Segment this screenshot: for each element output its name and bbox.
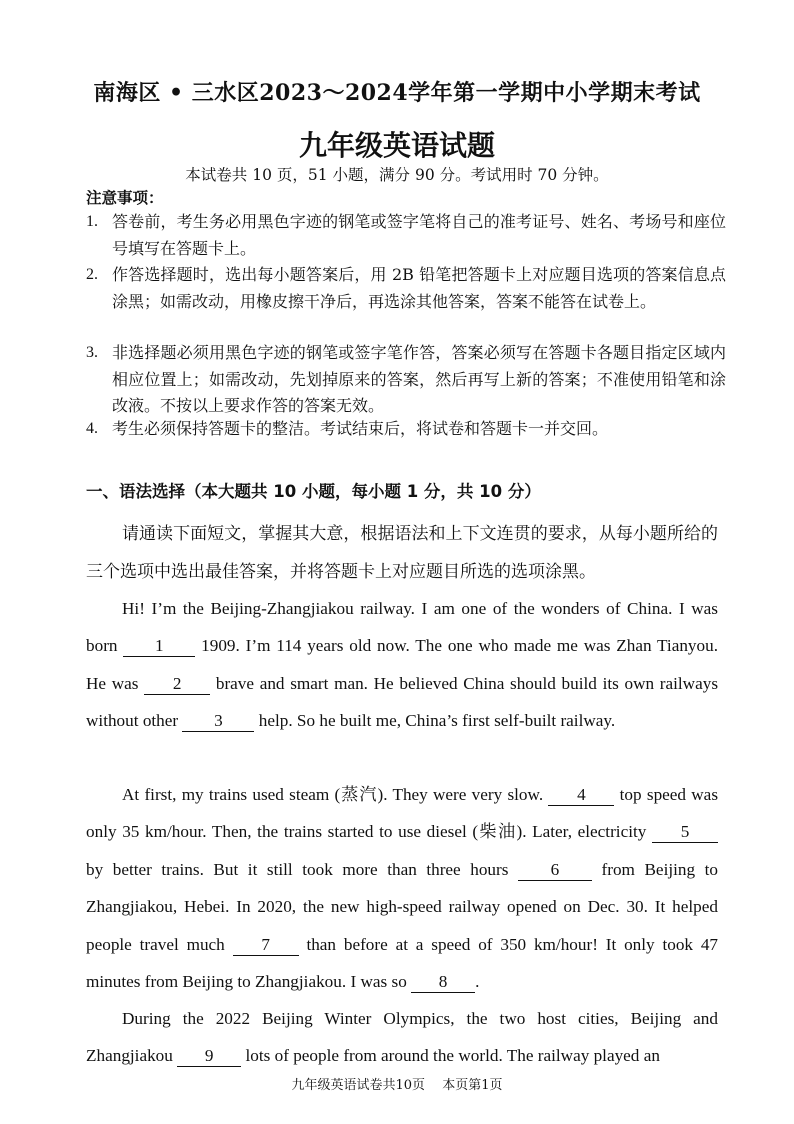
passage-text: .	[475, 972, 480, 992]
passage-paragraph-1	[86, 590, 718, 740]
answer-blank-1: 1	[123, 636, 195, 657]
note-text: 作答选择题时，选出每小题答案后，用 2B 铅笔把答题卡上对应题目选项的答案信息点涂黑；如需改动，用橡皮擦干净后，再选涂其他答案，答案不能答在试卷上。	[112, 265, 726, 311]
answer-blank-4: 4	[548, 785, 614, 806]
answer-blank-9: 9	[177, 1046, 241, 1067]
answer-blank-7: 7	[233, 935, 299, 956]
section-instructions: 请通读下面短文，掌握其大意，根据语法和上下文连贯的要求，从每小题所给的三个选项中选出最佳答案，并将答题卡上对应题目所选的选项涂黑。	[86, 524, 718, 582]
answer-blank-3: 3	[182, 711, 254, 732]
exam-title: 南海区 • 三水区2023～2024学年第一学期中小学期末考试	[93, 80, 701, 106]
answer-blank-2: 2	[144, 674, 210, 695]
note-number: 1.	[86, 213, 98, 230]
passage-paragraph-2	[86, 776, 718, 1000]
note-text: 考生必须保持答题卡的整洁。考试结束后，将试卷和答题卡一并交回。	[112, 419, 609, 438]
passage-text: lots of people from around the world. The railway played an	[245, 1046, 660, 1066]
passage-paragraph-3	[86, 1000, 718, 1075]
passage-text: Hi! I’m the Beijing-Zhangjiakou railway. I am one of the wonders of China. I was born	[86, 599, 718, 656]
passage-text: help. So he built me, China’s first self-built railway.	[258, 711, 616, 731]
exam-subtitle: 九年级英语试题	[298, 129, 495, 162]
note-text: 答卷前，考生务必用黑色字迹的钢笔或签字笔将自己的准考证号、姓名、考场号和座位号填写在答题卡上。	[112, 212, 726, 258]
notes-heading: 注意事项：	[86, 188, 164, 207]
section-heading: 一、语法选择（本大题共 10 小题，每小题 1 分，共 10 分）	[86, 482, 541, 501]
answer-blank-5: 5	[652, 822, 718, 843]
note-item	[86, 262, 726, 315]
passage-text: by better trains. But it still took more than three hours	[86, 859, 509, 879]
answer-blank-8: 8	[411, 972, 475, 993]
passage-text: At first, my trains used steam (蒸汽). They were very slow.	[122, 785, 544, 804]
passage-text: 1909. I’m 114 years old now. The one who made me was Zhan Tianyou. He was	[86, 636, 719, 693]
passage-text: than before at a speed of 350 km/hour! It only took 47 minutes from Beijing to Zhangjiakou. I was so	[86, 934, 719, 992]
answer-blank-6: 6	[518, 860, 592, 881]
note-item	[86, 340, 726, 420]
passage-text: top speed was only 35 km/hour. Then, the trains started to use diesel (柴油). Later, electricity	[86, 785, 719, 842]
note-number: 3.	[86, 344, 98, 361]
passage-text: from Beijing to Zhangjiakou, Hebei. In 2020, the new high-speed railway opened on Dec. 30. It helped people travel much	[86, 859, 718, 954]
note-item	[86, 416, 726, 443]
note-number: 4.	[86, 420, 98, 437]
note-number: 2.	[86, 266, 98, 283]
passage-text: brave and smart man. He believed China should build its own railways without other	[86, 673, 719, 731]
page-footer: 九年级英语试卷共10页 本页第1页	[291, 1078, 503, 1093]
note-text: 非选择题必须用黑色字迹的钢笔或签字笔作答，答案必须写在答题卡各题目指定区域内相应位置上；如需改动，先划掉原来的答案，然后再写上新的答案；不准使用铅笔和涂改液。不按以上要求作答的答案无效。	[112, 343, 726, 415]
passage-text: During the 2022 Beijing Winter Olympics, the two host cities, Beijing and Zhangjiakou	[86, 1009, 718, 1066]
note-item	[86, 209, 726, 262]
exam-info: 本试卷共 10 页，51 小题，满分 90 分。考试用时 70 分钟。	[185, 166, 609, 184]
